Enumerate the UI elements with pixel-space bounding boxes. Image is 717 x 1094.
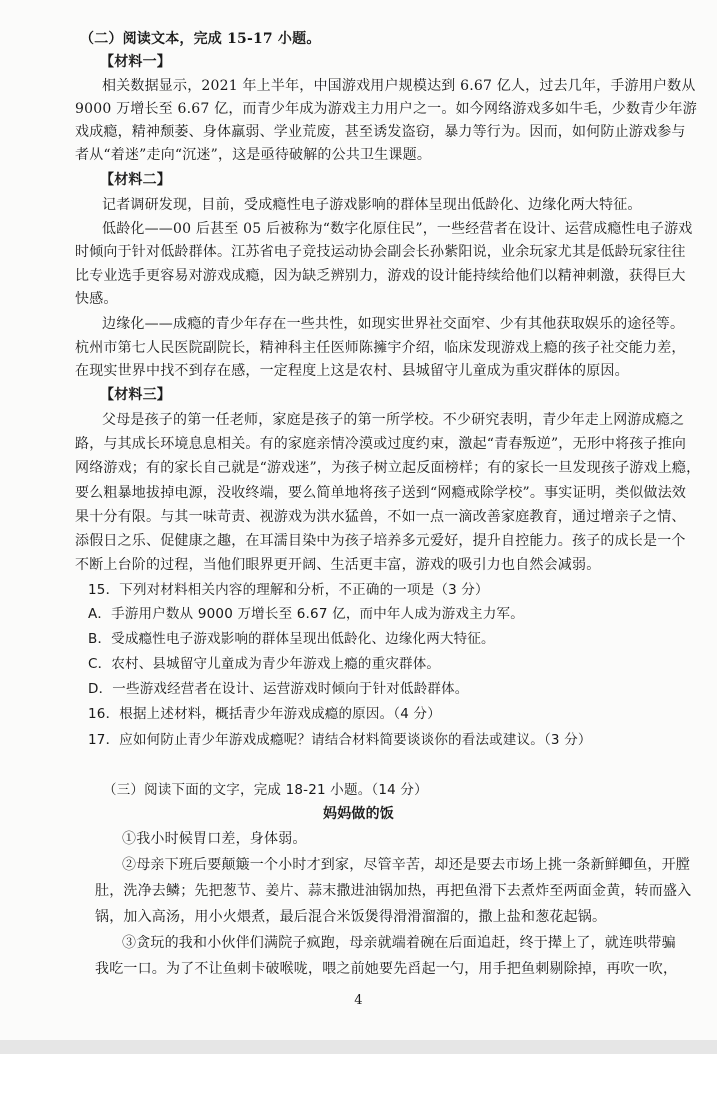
material3-label: 【材料三】 — [100, 387, 171, 403]
story-paragraph: 肚，洗净去鳞；先把葱节、姜片、蒜末撒进油锅加热，再把鱼滑下去煮炸至两面金黄，转而盛入 — [95, 883, 692, 899]
option-b: B．受成瘾性电子游戏影响的群体呈现出低龄化、边缘化两大特征。 — [88, 631, 495, 647]
material2-line: 比专业选手更容易对游戏成瘾，因为缺乏辨别力，游戏的设计能持续给他们以精神刺激，获得巨大 — [75, 268, 686, 284]
material3-line: 要么粗暴地拔掉电源，没收终端，要么简单地将孩子送到“网瘾戒除学校”。事实证明，类似做法效 — [75, 485, 687, 501]
story-paragraph: ①我小时候胃口差，身体弱。 — [122, 831, 307, 847]
material1-line: 者从“着迷”走向“沉迷”，这是亟待破解的公共卫生课题。 — [75, 147, 432, 163]
material2-line: 低龄化——00 后甚至 05 后被称为“数字化原住民”，一些经营者在设计、运营成瘾性电子游戏 — [102, 221, 693, 237]
material3-line: 路，与其成长环境息息相关。有的家庭亲情冷漠或过度约束，激起“青春叛逆”，无形中将孩子推向 — [75, 436, 687, 452]
story-paragraph: ③贪玩的我和小伙伴们满院子疯跑，母亲就端着碗在后面追赶，终于撵上了，就连哄带骗 — [122, 935, 676, 951]
material2-line: 记者调研发现，目前，受成瘾性电子游戏影响的群体呈现出低龄化、边缘化两大特征。 — [102, 197, 642, 213]
option-a: A．手游用户数从 9000 万增长至 6.67 亿，而中年人成为游戏主力军。 — [88, 606, 524, 622]
material3-line: 添假日之乐、促健康之趣，在耳濡目染中为孩子培养多元爱好，提升自控能力。孩子的成长是一个 — [75, 533, 686, 549]
story-paragraph: ②母亲下班后要颠簸一个小时才到家，尽管辛苦，却还是要去市场上挑一条新鲜鲫鱼，开膛 — [122, 857, 690, 873]
material2-line: 在现实世界中找不到存在感，一定程度上这是农村、县城留守儿童成为重灾群体的原因。 — [75, 363, 629, 379]
story-title: 妈妈做的饭 — [323, 806, 394, 822]
material1-label: 【材料一】 — [100, 54, 171, 70]
material1-line: 9000 万增长至 6.67 亿，而青少年成为游戏主力用户之一。如今网络游戏多如牛毛，少数青少年游 — [75, 101, 697, 117]
story-paragraph: 我吃一口。为了不让鱼刺卡破喉咙，喂之前她要先舀起一勺，用手把鱼刺剔除掉，再吹一吹， — [95, 961, 678, 977]
material1-line: 戏成瘾，精神颓萎、身体羸弱、学业荒废，甚至诱发盗窃，暴力等行为。因而，如何防止游戏参与 — [75, 124, 686, 140]
option-c: C．农村、县城留守儿童成为青少年游戏上瘾的重灾群体。 — [88, 656, 441, 672]
material3-line: 网络游戏；有的家长自己就是“游戏迷”，为孩子树立起反面榜样；有的家长一旦发现孩子游戏上瘾， — [75, 460, 701, 476]
material2-line: 时倾向于针对低龄群体。江苏省电子竞技运动协会副会长孙紫阳说，业余玩家尤其是低龄玩家往往 — [75, 244, 686, 260]
material2-line: 杭州市第七人民医院副院长，精神科主任医师陈擁宇介绍，临床发现游戏上瘾的孩子社交能力差， — [75, 340, 686, 356]
page-number: 4 — [354, 993, 363, 1008]
material2-line: 快感。 — [75, 291, 118, 307]
section3-header: （三）阅读下面的文字，完成 18-21 小题。（14 分） — [103, 782, 428, 798]
page-separator — [0, 1040, 717, 1054]
material2-label: 【材料二】 — [100, 172, 171, 188]
material3-line: 父母是孩子的第一任老师，家庭是孩子的第一所学校。不少研究表明，青少年走上网游成瘾之 — [102, 412, 685, 428]
question-15: 15．下列对材料相关内容的理解和分析，不正确的一项是（3 分） — [88, 582, 489, 598]
section2-header: （二）阅读文本，完成 15-17 小题。 — [80, 31, 321, 47]
question-17: 17．应如何防止青少年游戏成瘾呢？请结合材料简要谈谈你的看法或建议。（3 分） — [88, 732, 592, 748]
story-paragraph: 锅，加入高汤，用小火煨煮，最后混合米饭煲得滑滑溜溜的，撒上盐和葱花起锅。 — [95, 909, 607, 925]
material3-line: 不断上台阶的过程，当他们眼界更开阔、生活更丰富，游戏的吸引力也自然会减弱。 — [75, 557, 601, 573]
material2-line: 边缘化——成瘾的青少年存在一些共性，如现实世界社交面窄、少有其他获取娱乐的途径等。 — [102, 316, 685, 332]
option-d: D．一些游戏经营者在设计、运营游戏时倾向于针对低龄群体。 — [88, 681, 469, 697]
next-page-text-fragment — [40, 1086, 700, 1094]
question-16: 16．根据上述材料，概括青少年游戏成瘾的原因。（4 分） — [88, 706, 441, 722]
material1-line: 相关数据显示，2021 年上半年，中国游戏用户规模达到 6.67 亿人，过去几年，手游用户数从 — [102, 78, 696, 94]
material3-line: 果十分有限。与其一味苛责、视游戏为洪水猛兽，不如一点一滴改善家庭教育，通过增亲子之情、 — [75, 509, 686, 525]
